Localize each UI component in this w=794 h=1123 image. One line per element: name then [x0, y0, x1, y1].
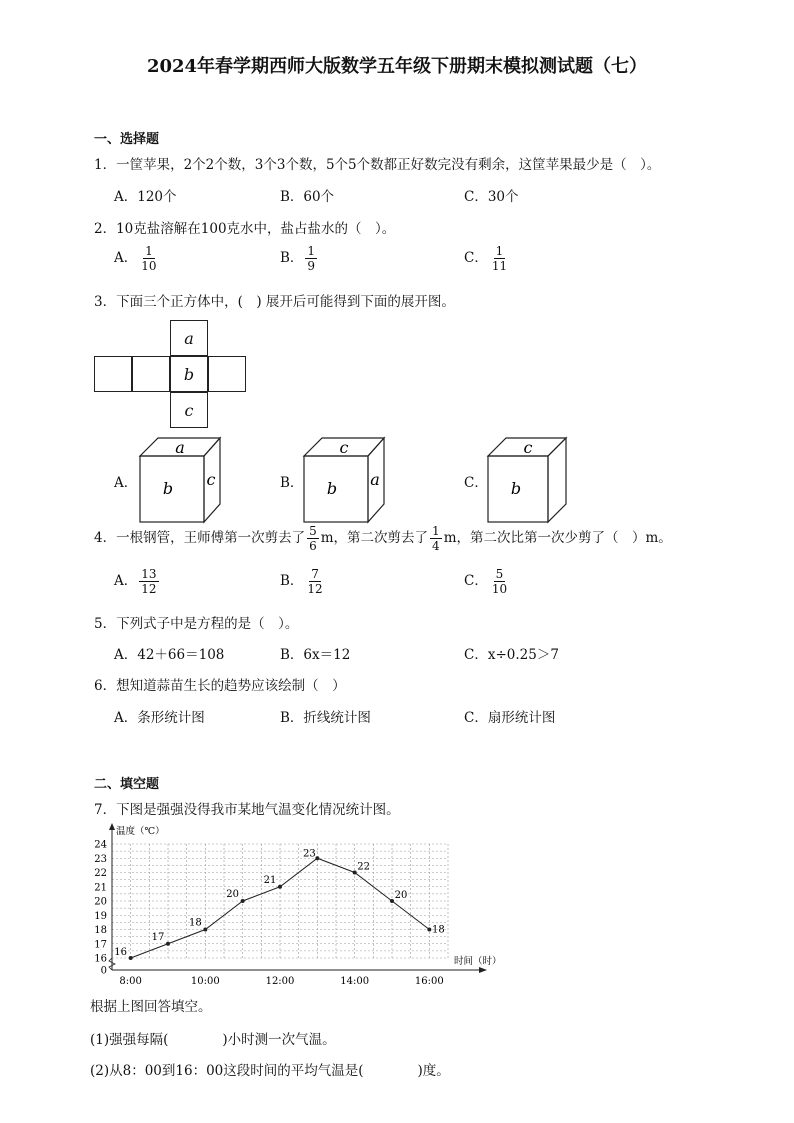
cube-side-label: c: [206, 470, 216, 489]
fraction-numerator: 7: [311, 567, 319, 581]
y-tick-label: 18: [94, 925, 107, 936]
x-tick-label: 10:00: [190, 976, 220, 987]
x-tick-label: 8:00: [119, 976, 142, 987]
cube-front-label: b: [162, 479, 174, 498]
page-title: 2024年春学期西师大版数学五年级下册期末模拟测试题（七）: [146, 56, 648, 77]
fraction-denominator: 10: [491, 582, 508, 596]
cube-option-b[interactable]: [302, 436, 402, 526]
fraction-numerator: 1: [307, 244, 316, 258]
fraction-numerator: 5: [495, 567, 504, 581]
q3-option-c-letter[interactable]: C．: [464, 475, 488, 491]
data-point: [353, 871, 357, 875]
q6-option-c[interactable]: C．扇形统计图: [464, 710, 556, 726]
cube-option-c[interactable]: [486, 436, 586, 526]
q7-sub-question-2: (2)从8：00到16：00这段时间的平均气温是( )度。: [90, 1063, 450, 1079]
q2-option-b[interactable]: [280, 244, 319, 273]
q4-option-a[interactable]: [114, 567, 161, 596]
q4-option-c-fraction: [490, 567, 509, 596]
q5-option-c[interactable]: C．x÷0.25＞7: [464, 647, 559, 663]
data-point: [129, 956, 133, 960]
fraction-denominator: 12: [307, 582, 323, 596]
q1-option-a[interactable]: A．120个: [114, 189, 177, 205]
data-point-label: 22: [357, 861, 371, 873]
fraction-denominator: 6: [309, 539, 317, 553]
q2-option-b-letter: B．: [280, 250, 304, 266]
data-point: [241, 899, 245, 903]
fraction-denominator: 12: [141, 582, 157, 596]
q4-fraction-2: [430, 524, 442, 553]
data-point: [427, 928, 431, 932]
net-cell-right: [208, 356, 246, 392]
y-tick-label: 0: [100, 965, 107, 977]
q2-option-c[interactable]: [464, 244, 511, 273]
x-tick-label: 14:00: [340, 976, 370, 987]
q2-option-b-fraction: [305, 244, 317, 273]
q4-text-part2: m，第二次剪去了: [320, 530, 429, 546]
net-cell-bottom: c: [170, 392, 208, 428]
q2-option-a[interactable]: [114, 244, 161, 273]
cube-top-label: a: [175, 438, 185, 457]
y-tick-label: 16: [94, 953, 107, 965]
q4-option-c-letter: C．: [464, 573, 488, 589]
data-point-label: 23: [302, 848, 316, 860]
y-tick-label: 17: [94, 939, 107, 951]
fraction-numerator: 13: [141, 567, 157, 581]
question-5: 5．下列式子中是方程的是（ ）。: [94, 616, 299, 632]
y-tick-label: 21: [94, 882, 107, 894]
q4-fraction-1: [307, 524, 319, 553]
data-point-label: 17: [151, 931, 165, 943]
q2-option-c-letter: C．: [464, 250, 488, 266]
cube-net: [94, 320, 254, 430]
chart-x-ticks: [119, 976, 443, 987]
section-fill-heading: 二、填空题: [94, 777, 160, 792]
question-3: 3．下面三个正方体中，( ) 展开后可能得到下面的展开图。: [94, 294, 455, 310]
q2-option-c-fraction: [490, 244, 509, 273]
cube-front-label: b: [510, 479, 522, 498]
question-1: 1．一筐苹果，2个2个数，3个3个数，5个5个数都正好数完没有剩余，这筐苹果最少是（ ）。: [94, 157, 661, 173]
net-cell-left-1: [94, 356, 132, 392]
data-point: [203, 928, 207, 932]
question-4: [94, 524, 672, 553]
data-point: [166, 942, 170, 946]
cube-side-face: [548, 438, 566, 522]
data-point-label: 18: [188, 917, 202, 929]
net-cell-middle: b: [170, 356, 208, 392]
q4-text-part3: m，第二次比第一次少剪了（ ）m。: [443, 530, 672, 546]
data-point: [390, 899, 394, 903]
cube-side-label: a: [370, 470, 380, 489]
q7-sub-question-1: (1)强强每隔( )小时测一次气温。: [90, 1032, 336, 1048]
q7-instruction: 根据上图回答填空。: [90, 999, 212, 1015]
fraction-numerator: 5: [309, 524, 317, 538]
q4-option-a-fraction: [139, 567, 158, 596]
data-point-label: 21: [263, 874, 277, 886]
data-point-label: 16: [114, 947, 128, 958]
q5-option-b[interactable]: B．6x＝12: [280, 647, 351, 663]
y-tick-label: 20: [94, 896, 107, 908]
data-point: [278, 885, 282, 889]
cube-option-a[interactable]: [138, 436, 238, 526]
net-cell-top: a: [170, 320, 208, 356]
q1-option-c[interactable]: C．30个: [464, 189, 519, 205]
q4-option-c[interactable]: [464, 567, 511, 596]
fraction-numerator: 1: [145, 244, 153, 258]
q4-text-part1: 4．一根钢管，王师傅第一次剪去了: [94, 530, 306, 546]
q4-option-b-fraction: [305, 567, 324, 596]
fraction-denominator: 10: [141, 259, 157, 273]
data-point-label: 20: [226, 889, 240, 900]
q6-option-b[interactable]: B．折线统计图: [280, 710, 371, 726]
fraction-denominator: 4: [432, 539, 440, 553]
q2-option-a-letter: A．: [114, 250, 138, 266]
y-axis-arrow: [109, 823, 115, 830]
cube-top-label: c: [523, 438, 533, 457]
data-point-label: 18: [431, 924, 445, 936]
q4-option-a-letter: A．: [114, 573, 138, 589]
fraction-denominator: 9: [307, 259, 316, 273]
cube-front-label: b: [326, 479, 338, 498]
q5-option-a[interactable]: A．42＋66＝108: [114, 647, 225, 663]
question-7: 7．下图是强强没得我市某地气温变化情况统计图。: [94, 802, 400, 818]
fraction-denominator: 11: [491, 259, 508, 273]
question-2: 2．10克盐溶解在100克水中，盐占盐水的（ ）。: [94, 221, 396, 237]
data-point-label: 20: [394, 890, 408, 901]
chart-y-axis-label: 温度（℃）: [116, 826, 165, 837]
y-tick-label: 24: [94, 839, 107, 851]
data-point: [315, 856, 319, 860]
q1-option-b[interactable]: B．60个: [280, 189, 335, 205]
q3-option-b-letter[interactable]: B．: [280, 475, 304, 491]
x-tick-label: 16:00: [414, 976, 444, 987]
q6-option-a[interactable]: A．条形统计图: [114, 710, 205, 726]
temperature-line-chart: [90, 822, 510, 990]
fraction-numerator: 1: [432, 524, 440, 538]
q4-option-b-letter: B．: [280, 573, 304, 589]
y-tick-label: 23: [94, 853, 107, 865]
section-choice-heading: 一、选择题: [94, 132, 160, 147]
x-axis-arrow: [479, 967, 487, 973]
q4-option-b[interactable]: [280, 567, 327, 596]
q2-option-a-fraction: [139, 244, 158, 273]
chart-y-ticks: [94, 840, 107, 977]
x-tick-label: 12:00: [265, 976, 295, 987]
y-tick-label: 22: [94, 868, 107, 879]
chart-x-axis-label: 时间（时）: [454, 956, 502, 967]
fraction-numerator: 1: [495, 244, 504, 258]
chart-axes: [109, 823, 487, 973]
cube-top-label: c: [339, 438, 349, 457]
q3-option-a-letter[interactable]: A．: [114, 475, 138, 491]
net-cell-left-2: [132, 356, 170, 392]
y-tick-label: 19: [94, 910, 107, 922]
question-6: 6．想知道蒜苗生长的趋势应该绘制（ ）: [94, 678, 346, 694]
